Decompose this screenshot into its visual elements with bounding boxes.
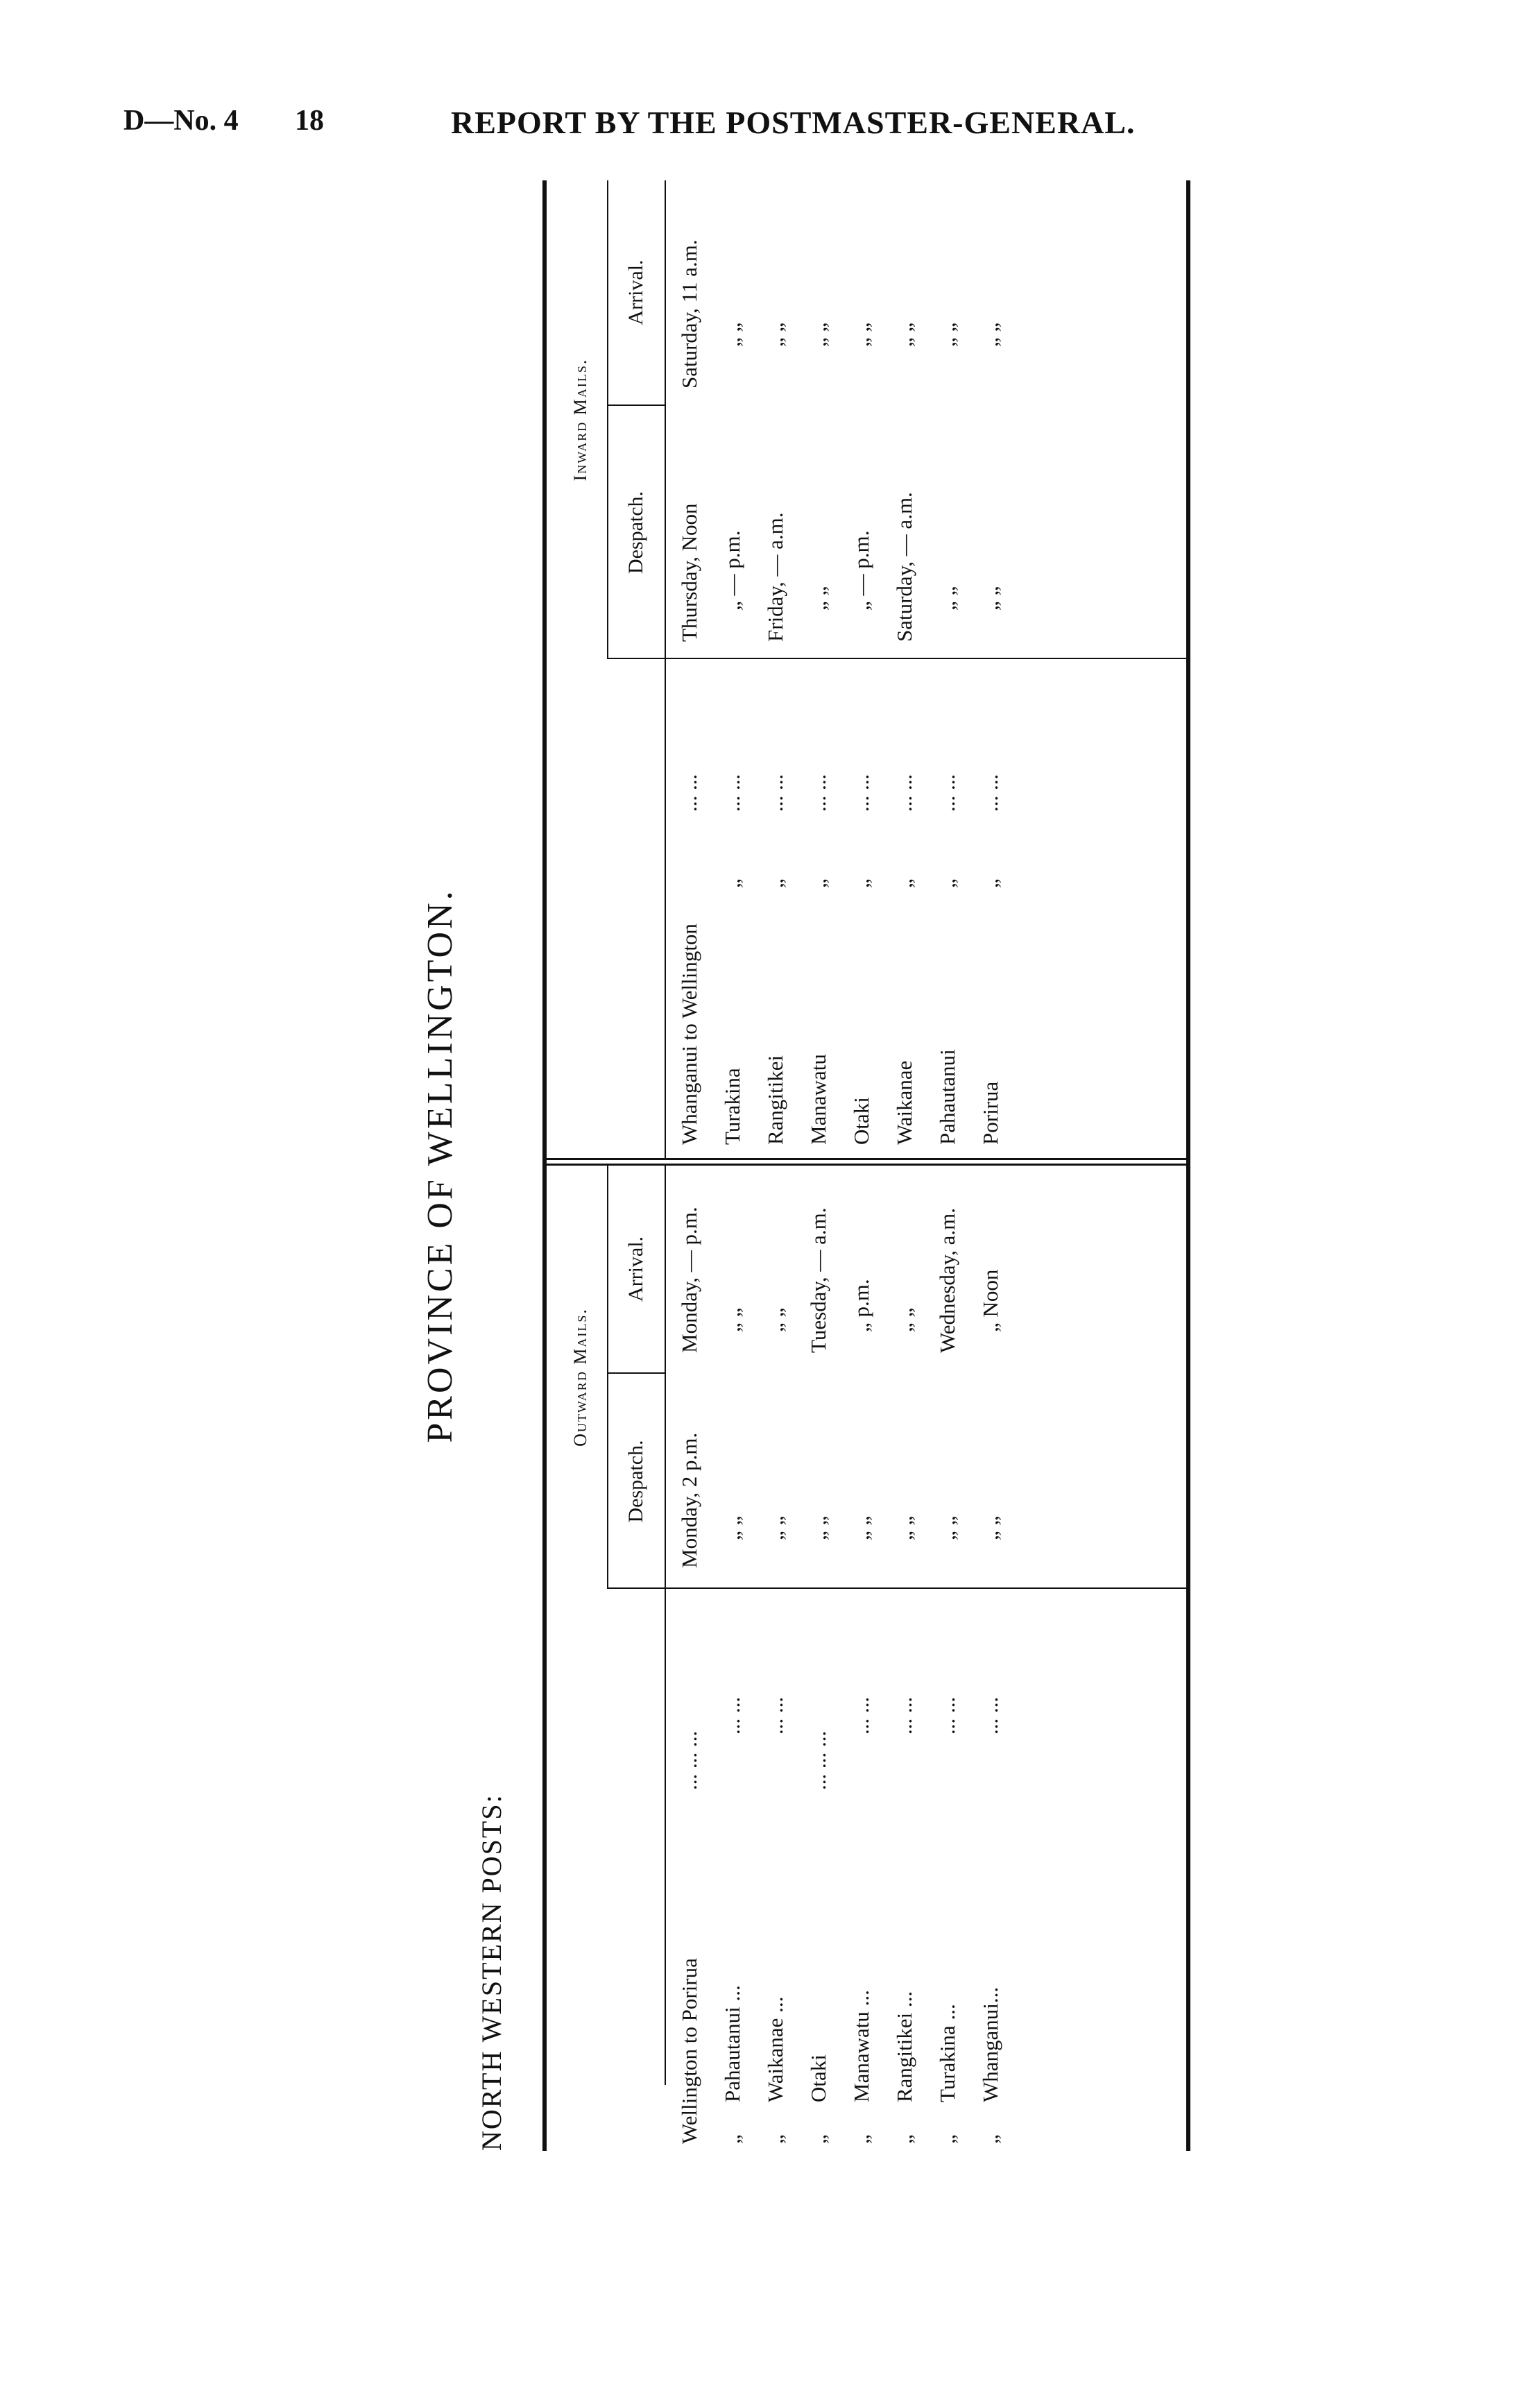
leader-dots: ... ... [763,774,787,812]
route-ditto: „ [720,878,744,888]
route-name: Whanganui... [978,1986,1002,2102]
arrival-time: „ „ [806,322,830,347]
despatch-time: Monday, 2 p.m. [677,1432,701,1568]
arrival-time: Saturday, 11 a.m. [677,239,701,389]
outward-despatch-header: Despatch. [624,1440,647,1523]
leader-dots: ... ... [978,774,1002,812]
despatch-time: „ „ [849,1515,873,1540]
route-name: Wellington to Porirua [677,1958,701,2144]
despatch-time: Thursday, Noon [677,503,701,642]
despatch-time: „ „ [806,1515,830,1540]
despatch-time: Saturday, — a.m. [892,492,916,642]
route-name: Waikanae [892,1060,916,1145]
route-name: Porirua [978,1081,1002,1145]
route-ditto: „ [935,878,959,888]
route-name: Otaki [806,2054,830,2102]
leader-dots: ... ... [935,774,959,812]
route-name: Waikanae ... [763,1996,787,2102]
route-name: Rangitikei ... [892,1991,916,2102]
arrival-time: Monday, — p.m. [677,1207,701,1353]
route-name: Manawatu ... [849,1990,873,2102]
leader-dots: ... ... ... [806,1730,830,1790]
leader-dots: ... ... [677,774,701,812]
rotated-table-page [388,180,1193,2151]
despatch-time: „ „ [720,1515,744,1540]
despatch-time: „ „ [935,586,959,611]
leader-dots: ... ... [763,1696,787,1735]
inward-arrival-header: Arrival. [624,259,647,325]
despatch-time: „ — p.m. [849,530,873,611]
route-ditto: „ [720,2134,744,2144]
route-ditto: „ [849,2134,873,2144]
leader-dots: ... ... [720,1696,744,1735]
route-ditto: „ [978,2134,1002,2144]
despatch-time: „ „ [978,586,1002,611]
route-name: Whanganui to Wellington [677,923,701,1145]
leader-dots: ... ... [892,1696,916,1735]
route-name: Turakina ... [935,2004,959,2102]
route-ditto: „ [763,878,787,888]
leader-dots: ... ... [892,774,916,812]
despatch-time: „ „ [763,1515,787,1540]
inward-header-rule [665,180,666,1158]
table-top-rule [542,180,547,2151]
arrival-time: „ „ [763,1307,787,1332]
inward-col-sep-1 [607,658,1186,659]
leader-dots: ... ... [806,774,830,812]
arrival-time: Tuesday, — a.m. [806,1207,830,1353]
arrival-time: „ „ [892,322,916,347]
leader-dots: ... ... [935,1696,959,1735]
route-name: Manawatu [806,1054,830,1145]
inward-mails-heading: Inward Mails. [570,358,590,482]
despatch-time: Friday, — a.m. [763,512,787,642]
document-code: D—No. 4 [123,105,239,137]
arrival-time: „ p.m. [849,1279,873,1332]
outward-col-sep-1 [607,1587,1186,1589]
route-ditto: „ [935,2134,959,2144]
arrival-time: „ Noon [978,1269,1002,1332]
despatch-time: „ „ [978,1515,1002,1540]
route-name: Pahautanui ... [720,1985,744,2102]
route-name: Turakina [720,1068,744,1145]
outward-mails-heading: Outward Mails. [570,1308,590,1447]
arrival-time: Wednesday, a.m. [935,1208,959,1353]
inward-despatch-header: Despatch. [624,491,647,574]
leader-dots: ... ... [849,1696,873,1735]
section-divider-b [545,1158,1188,1160]
outward-subhead-rule [607,1166,608,1589]
route-ditto: „ [849,878,873,888]
route-ditto: „ [892,878,916,888]
route-ditto: „ [806,2134,830,2144]
route-ditto: „ [892,2134,916,2144]
route-name: Otaki [849,1097,873,1145]
inward-subhead-rule [607,180,608,659]
arrival-time: „ „ [892,1307,916,1332]
leader-dots: ... ... [978,1696,1002,1735]
outward-arrival-header: Arrival. [624,1236,647,1302]
route-name: Pahautanui [935,1049,959,1145]
route-ditto: „ [806,878,830,888]
despatch-time: „ „ [806,586,830,611]
arrival-time: „ „ [720,1307,744,1332]
outward-header-rule [665,1166,666,2085]
arrival-time: „ „ [935,322,959,347]
province-title: PROVINCE OF WELLINGTON. [420,888,460,1443]
arrival-time: „ „ [763,322,787,347]
route-ditto: „ [978,878,1002,888]
arrival-time: „ „ [720,322,744,347]
leader-dots: ... ... ... [677,1730,701,1790]
despatch-time: „ „ [935,1515,959,1540]
leader-dots: ... ... [720,774,744,812]
route-ditto: „ [763,2134,787,2144]
report-title: REPORT BY THE POSTMASTER-GENERAL. [451,105,1136,140]
table-bottom-rule [1186,180,1190,2151]
despatch-time: „ — p.m. [720,530,744,611]
arrival-time: „ „ [978,322,1002,347]
despatch-time: „ „ [892,1515,916,1540]
page-header [0,104,1540,146]
arrival-time: „ „ [849,322,873,347]
route-name: Rangitikei [763,1055,787,1145]
section-title: NORTH WESTERN POSTS: [476,1794,507,2151]
page-number: 18 [295,105,324,137]
leader-dots: ... ... [849,774,873,812]
